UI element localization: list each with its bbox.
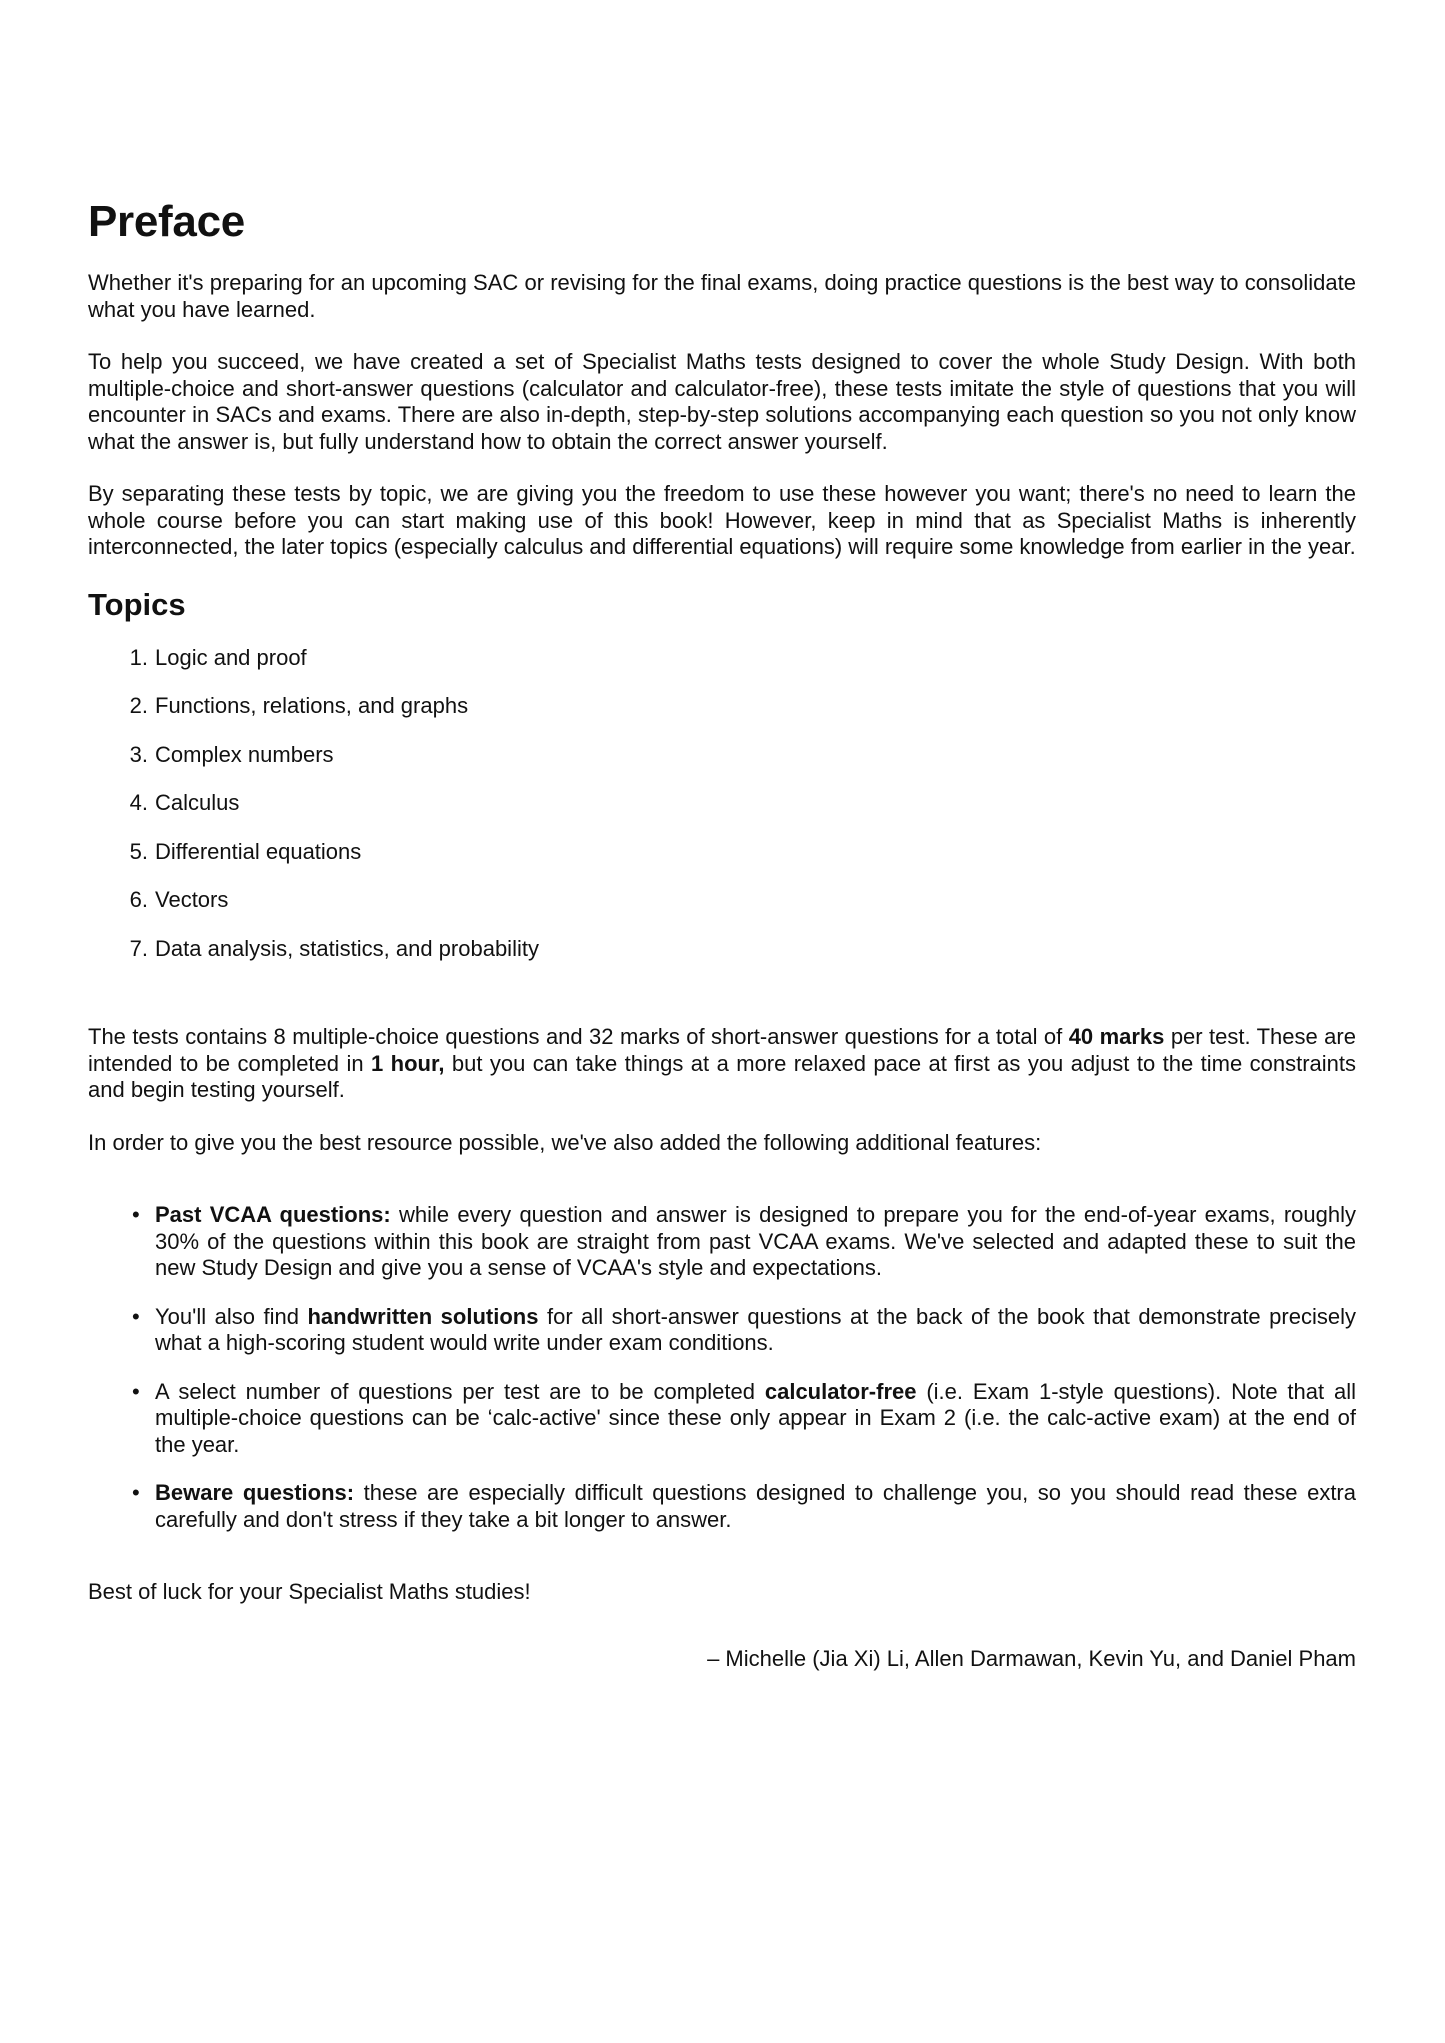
tests-paragraph xyxy=(88,1024,1356,1104)
feature-text-after: these are especially difficult questions designed to challenge you, so you should read these extra carefully and don't stress if they take a bit longer to answer. xyxy=(155,1480,1356,1532)
tests-text-3: but you can take things at a more relaxed pace at first as you adjust to the time constraints and begin testing yourself. xyxy=(88,1050,1356,1102)
tests-marks-emphasis: 40 marks xyxy=(1068,1024,1165,1049)
list-item-label: Logic and proof xyxy=(155,644,307,670)
topics-heading: Topics xyxy=(88,586,186,622)
list-item-label: Differential equations xyxy=(155,838,362,864)
author-signature: – Michelle (Jia Xi) Li, Allen Darmawan, Kevin Yu, and Daniel Pham xyxy=(707,1645,1356,1671)
features-list xyxy=(88,1202,1356,1533)
list-item-label: Functions, relations, and graphs xyxy=(155,693,469,718)
bullet-icon: • xyxy=(132,1202,140,1227)
list-item-label: Vectors xyxy=(155,887,229,912)
bullet-icon: • xyxy=(132,1303,140,1329)
list-item-label: Calculus xyxy=(155,790,240,815)
bullet-icon: • xyxy=(132,1480,140,1505)
list-item xyxy=(88,936,1356,985)
signoff-text: Best of luck for your Specialist Maths studies! xyxy=(88,1579,531,1604)
bullet-icon: • xyxy=(132,1378,140,1404)
feature-text-before: A select number of questions per test are to be completed xyxy=(155,1378,765,1404)
feature-emphasis: calculator-free xyxy=(764,1378,917,1404)
list-item-number: 1. xyxy=(129,644,148,670)
feature-text-before: You'll also find xyxy=(155,1303,308,1329)
tests-text-2: per test. These are intended to be completed in xyxy=(88,1024,1356,1076)
feature-emphasis: Past VCAA questions: xyxy=(155,1202,391,1227)
features-intro: In order to give you the best resource possible, we've also added the following additional features: xyxy=(88,1129,1042,1155)
list-item-label: Data analysis, statistics, and probability xyxy=(155,935,539,961)
list-item-label: Complex numbers xyxy=(155,741,334,767)
list-item xyxy=(88,839,1356,888)
document-page xyxy=(88,196,1356,1672)
page-title: Preface xyxy=(88,197,245,246)
topics-freedom-paragraph: By separating these tests by topic, we are giving you the freedom to use these however you want; there's no need to learn the whole course before you can start making use of this book! However, keep in mind that as Specialist Maths is inherently interconnected, the later topics (especially calculus and differential equations) will require some knowledge from earlier in the year. xyxy=(88,481,1356,559)
feature-text-after: while every question and answer is designed to prepare you for the end-of-year exams, roughly 30% of the questions within this book are straight from past VCAA exams. We've selected and adapted these to suit the new Study Design and give you a sense of VCAA's style and expectations. xyxy=(155,1202,1356,1280)
feature-text-after: (i.e. Exam 1-style questions). Note that all multiple-choice questions can be ‘calc-active' since these only appear in Exam 2 (i.e. the calc-active exam) at the end of the year. xyxy=(155,1378,1356,1457)
succeed-paragraph: To help you succeed, we have created a set of Specialist Maths tests designed to cover the whole Study Design. With both multiple-choice and short-answer questions (calculator and calculator-free), these tests imitate the style of questions that you will encounter in SACs and exams. There are also in-depth, step-by-step solutions accompanying each question so you not only know what the answer is, but fully understand how to obtain the correct answer yourself. xyxy=(88,349,1356,454)
intro-paragraph: Whether it's preparing for an upcoming SAC or revising for the final exams, doing practice questions is the best way to consolidate what you have learned. xyxy=(88,270,1356,322)
feature-text-after: for all short-answer questions at the back of the book that demonstrate precisely what a high-scoring student would write under exam conditions. xyxy=(155,1303,1356,1355)
list-item-number: 7. xyxy=(129,935,148,961)
list-item xyxy=(88,887,1356,936)
list-item xyxy=(88,1304,1356,1357)
feature-emphasis: handwritten solutions xyxy=(307,1303,539,1329)
list-item xyxy=(88,1480,1356,1533)
list-item xyxy=(88,742,1356,791)
list-item xyxy=(88,1379,1356,1459)
list-item xyxy=(88,645,1356,694)
list-item-number: 6. xyxy=(129,887,148,912)
list-item xyxy=(88,1202,1356,1282)
list-item xyxy=(88,693,1356,742)
tests-time-emphasis: 1 hour, xyxy=(371,1050,445,1076)
list-item-number: 2. xyxy=(129,693,148,718)
list-item-number: 3. xyxy=(129,741,148,767)
list-item xyxy=(88,790,1356,839)
list-item-number: 4. xyxy=(129,790,148,815)
tests-text-1: The tests contains 8 multiple-choice questions and 32 marks of short-answer questions for a total of xyxy=(88,1024,1069,1049)
list-item-number: 5. xyxy=(129,838,148,864)
topics-list xyxy=(88,645,1356,985)
feature-emphasis: Beware questions: xyxy=(155,1480,355,1505)
